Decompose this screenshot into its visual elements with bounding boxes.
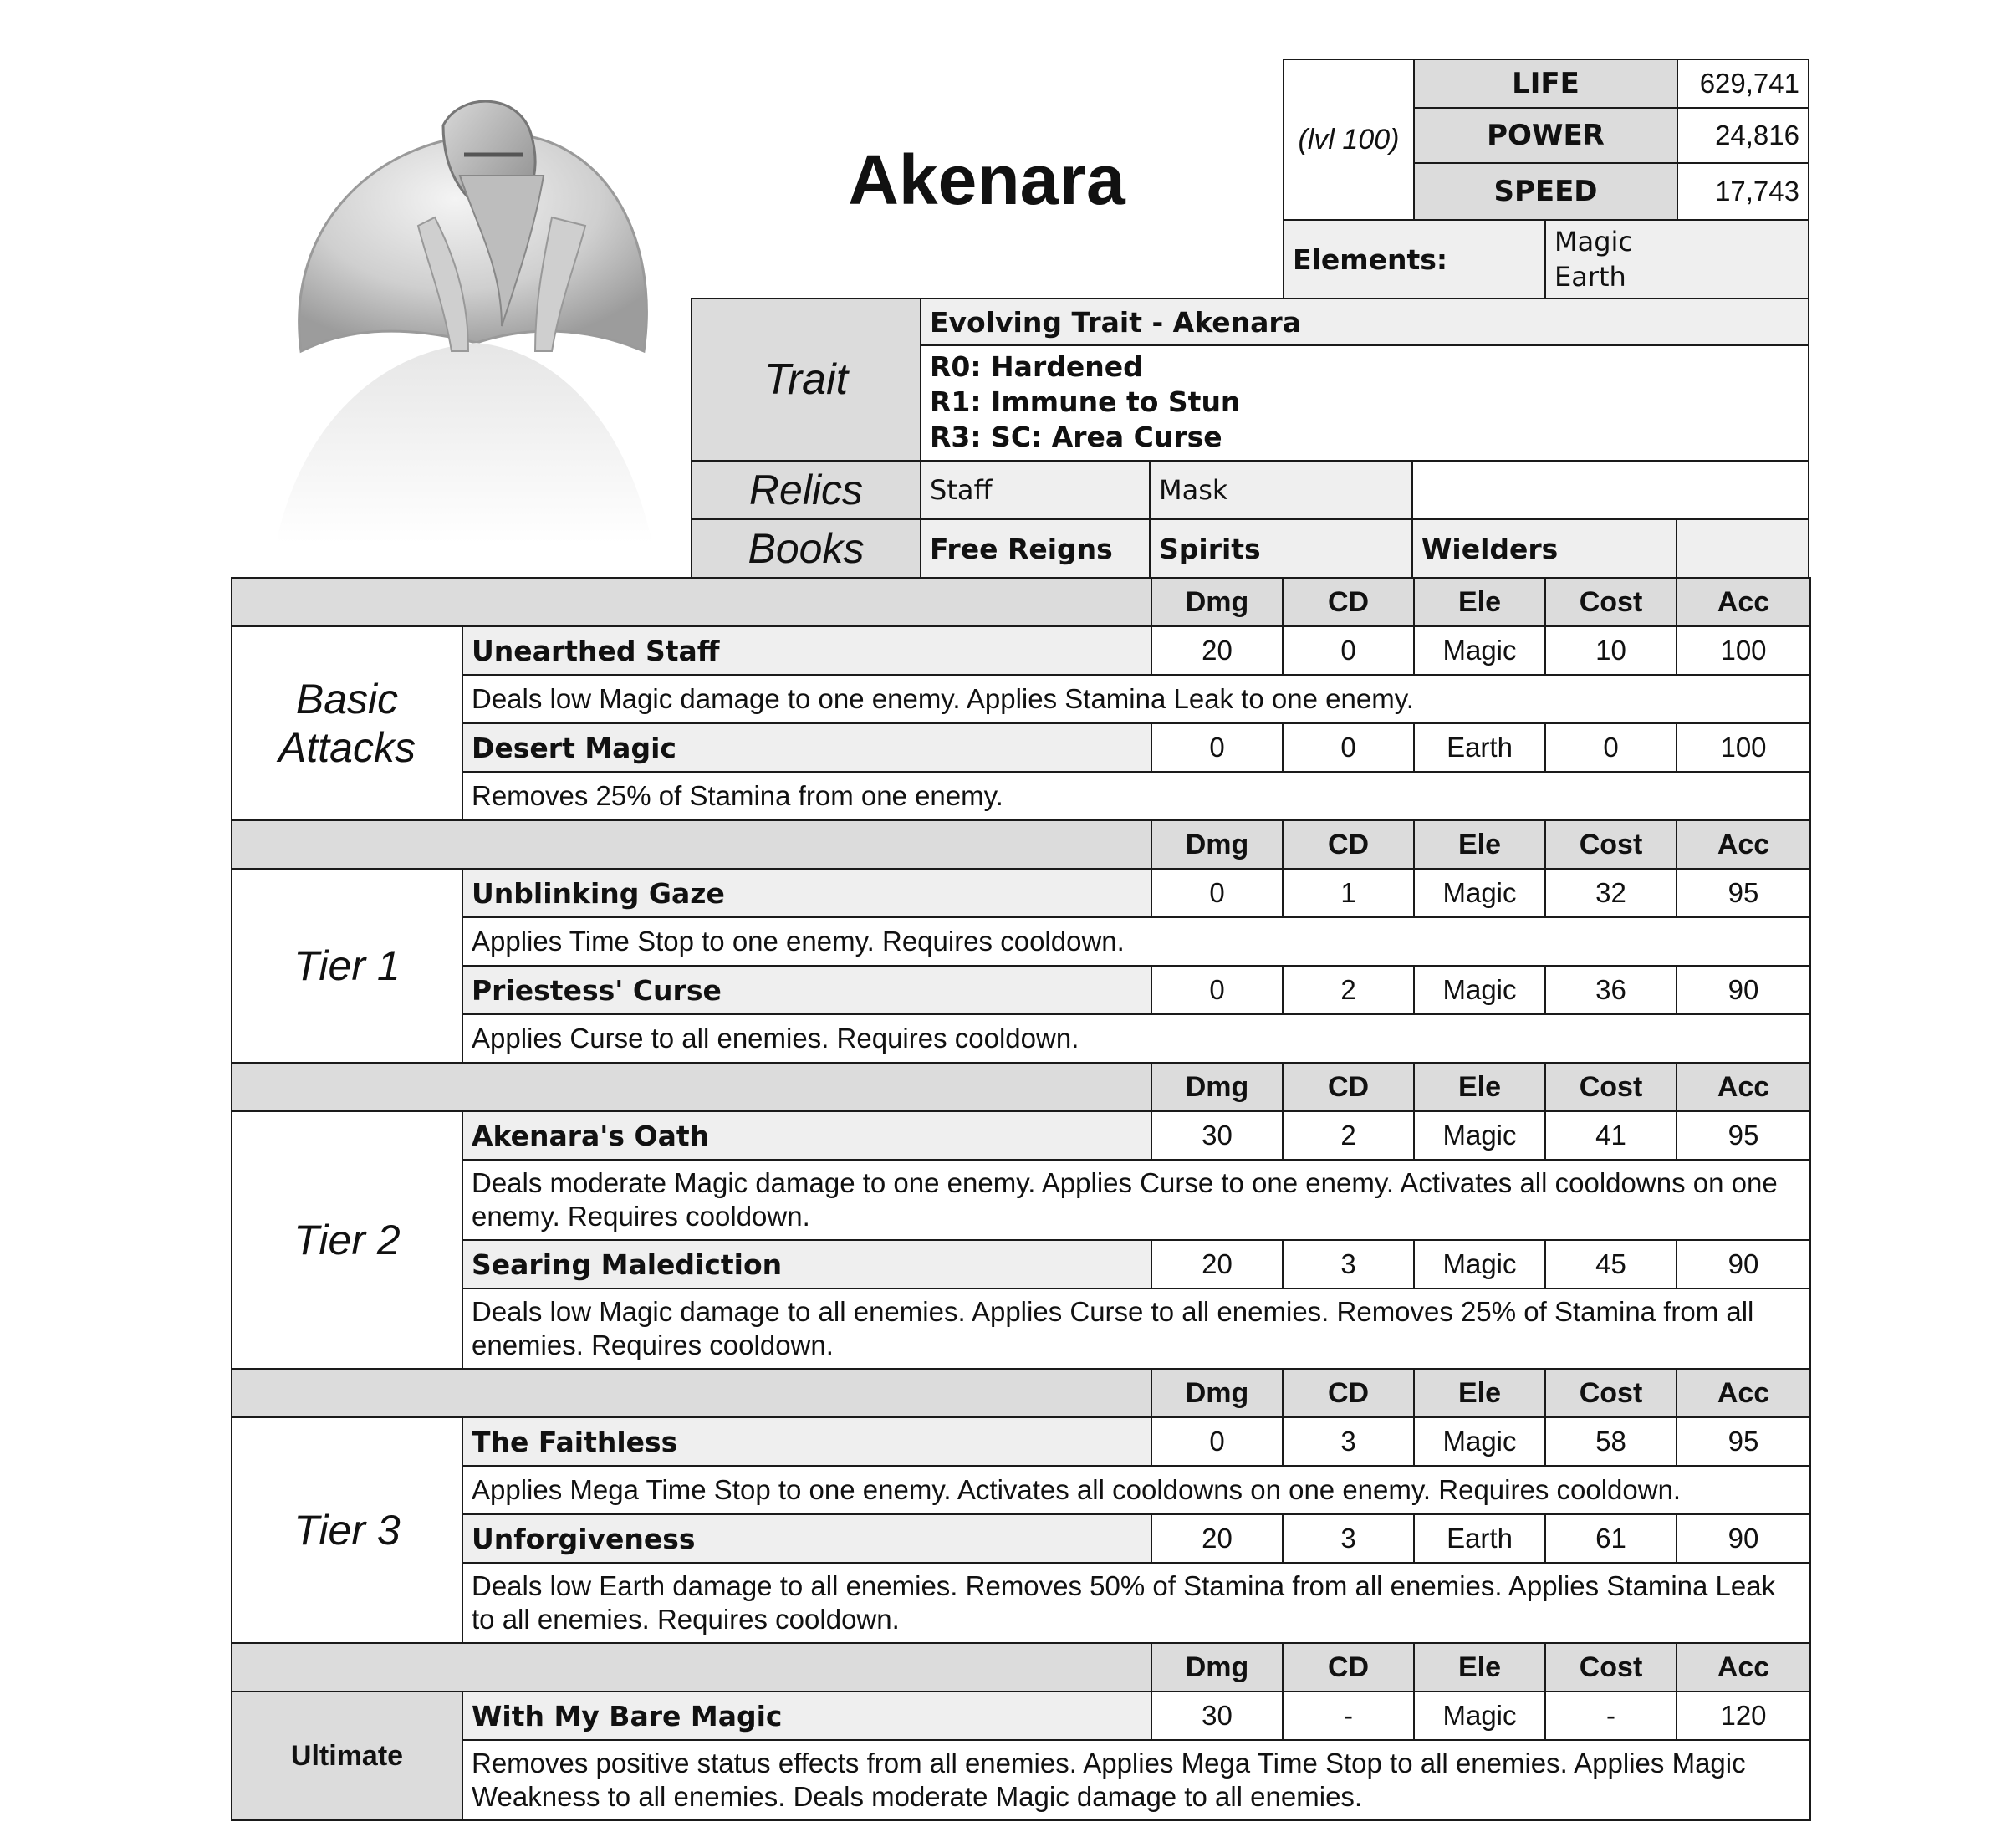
skill-ele: Magic <box>1413 868 1546 918</box>
skill-dmg: 30 <box>1151 1110 1284 1161</box>
column-header-acc: Acc <box>1676 1642 1811 1692</box>
skill-ele: Earth <box>1413 722 1546 773</box>
column-header-dmg: Dmg <box>1151 819 1284 870</box>
skill-dmg: 0 <box>1151 1416 1284 1467</box>
skill-dmg: 20 <box>1151 1239 1284 1289</box>
section-header-bar <box>231 819 1152 870</box>
skill-name: Priestess' Curse <box>462 965 1152 1015</box>
skill-cost: 10 <box>1544 625 1677 676</box>
skill-cd: 0 <box>1282 625 1415 676</box>
stat-label-power: POWER <box>1413 107 1678 164</box>
column-header-acc: Acc <box>1676 819 1811 870</box>
relic-staff: Staff <box>920 460 1151 520</box>
hero-name: Akenara <box>848 140 1125 219</box>
skill-ele: Earth <box>1413 1513 1546 1564</box>
column-header-cost: Cost <box>1544 1368 1677 1418</box>
column-header-ele: Ele <box>1413 1062 1546 1112</box>
column-header-dmg: Dmg <box>1151 1062 1284 1112</box>
stat-value-life: 629,741 <box>1677 59 1809 109</box>
book-empty <box>1676 518 1809 579</box>
stat-value-power: 24,816 <box>1677 107 1809 164</box>
skill-cd: 2 <box>1282 965 1415 1015</box>
skill-cd: 3 <box>1282 1513 1415 1564</box>
column-header-acc: Acc <box>1676 1062 1811 1112</box>
skill-ele: Magic <box>1413 965 1546 1015</box>
skill-cd: 3 <box>1282 1416 1415 1467</box>
skill-acc: 90 <box>1676 1513 1811 1564</box>
column-header-ele: Ele <box>1413 819 1546 870</box>
skill-cd: 2 <box>1282 1110 1415 1161</box>
skill-dmg: 20 <box>1151 1513 1284 1564</box>
skill-name: Unforgiveness <box>462 1513 1152 1564</box>
skill-cost: 58 <box>1544 1416 1677 1467</box>
column-header-cost: Cost <box>1544 819 1677 870</box>
skill-acc: 95 <box>1676 1416 1811 1467</box>
elements-label: Elements: <box>1283 219 1546 299</box>
element-magic: Magic <box>1554 226 1634 258</box>
book-wielders: Wielders <box>1411 518 1677 579</box>
column-header-cost: Cost <box>1544 1062 1677 1112</box>
skill-ele: Magic <box>1413 1110 1546 1161</box>
skill-cost: 32 <box>1544 868 1677 918</box>
section-title: Basic Attacks <box>231 625 463 821</box>
skill-cost: 45 <box>1544 1239 1677 1289</box>
skill-name: Desert Magic <box>462 722 1152 773</box>
skill-description: Removes positive status effects from all enemies. Applies Mega Time Stop to all enemies. Applies Magic Weakness to all enemies. Deals moderate Magic damage to all enemies. <box>462 1739 1811 1821</box>
column-header-cd: CD <box>1282 577 1415 627</box>
trait-rank-2: R3: SC: Area Curse <box>930 421 1222 453</box>
skill-cd: 3 <box>1282 1239 1415 1289</box>
skill-description: Applies Time Stop to one enemy. Requires cooldown. <box>462 916 1811 967</box>
skill-description: Deals low Magic damage to one enemy. Applies Stamina Leak to one enemy. <box>462 674 1811 724</box>
section-header-bar <box>231 1368 1152 1418</box>
skill-name: With My Bare Magic <box>462 1691 1152 1741</box>
hero-portrait <box>251 75 686 594</box>
skill-dmg: 20 <box>1151 625 1284 676</box>
skill-cost: 41 <box>1544 1110 1677 1161</box>
trait-title: Evolving Trait - Akenara <box>920 298 1809 346</box>
column-header-cd: CD <box>1282 1062 1415 1112</box>
skill-name: Akenara's Oath <box>462 1110 1152 1161</box>
skill-name: Unearthed Staff <box>462 625 1152 676</box>
column-header-dmg: Dmg <box>1151 1642 1284 1692</box>
column-header-cost: Cost <box>1544 577 1677 627</box>
column-header-dmg: Dmg <box>1151 577 1284 627</box>
section-title: Ultimate <box>231 1691 463 1821</box>
trait-rank-1: R1: Immune to Stun <box>930 385 1241 418</box>
column-header-dmg: Dmg <box>1151 1368 1284 1418</box>
stat-label-speed: SPEED <box>1413 162 1678 221</box>
book-spirits: Spirits <box>1149 518 1413 579</box>
skill-ele: Magic <box>1413 1239 1546 1289</box>
books-label: Books <box>691 518 921 579</box>
relic-mask: Mask <box>1149 460 1413 520</box>
skill-acc: 95 <box>1676 868 1811 918</box>
skill-description: Deals moderate Magic damage to one enemy. Applies Curse to one enemy. Activates all cooldowns on one enemy. Requires cooldown. <box>462 1159 1811 1241</box>
skill-cd: 0 <box>1282 722 1415 773</box>
column-header-cd: CD <box>1282 819 1415 870</box>
element-earth: Earth <box>1554 261 1626 293</box>
skill-description: Applies Mega Time Stop to one enemy. Activates all cooldowns on one enemy. Requires cooldown. <box>462 1465 1811 1515</box>
relic-empty <box>1411 460 1809 520</box>
trait-rank-0: R0: Hardened <box>930 350 1143 383</box>
skill-cd: - <box>1282 1691 1415 1741</box>
hero-level: (lvl 100) <box>1283 59 1415 221</box>
skill-cost: - <box>1544 1691 1677 1741</box>
skill-acc: 90 <box>1676 1239 1811 1289</box>
skill-name: Searing Malediction <box>462 1239 1152 1289</box>
skill-acc: 120 <box>1676 1691 1811 1741</box>
section-title: Tier 1 <box>231 868 463 1064</box>
skill-dmg: 0 <box>1151 722 1284 773</box>
skill-description: Applies Curse to all enemies. Requires cooldown. <box>462 1013 1811 1064</box>
column-header-cd: CD <box>1282 1642 1415 1692</box>
trait-label: Trait <box>691 298 921 462</box>
hooded-figure-icon <box>251 75 686 594</box>
relics-label: Relics <box>691 460 921 520</box>
section-header-bar <box>231 1642 1152 1692</box>
column-header-acc: Acc <box>1676 577 1811 627</box>
skill-description: Deals low Earth damage to all enemies. Removes 50% of Stamina from all enemies. Applies Stamina Leak to all enemies. Requires cooldown. <box>462 1562 1811 1644</box>
skill-ele: Magic <box>1413 625 1546 676</box>
skill-name: Unblinking Gaze <box>462 868 1152 918</box>
skill-cost: 0 <box>1544 722 1677 773</box>
column-header-ele: Ele <box>1413 1642 1546 1692</box>
skill-description: Removes 25% of Stamina from one enemy. <box>462 771 1811 821</box>
stat-label-life: LIFE <box>1413 59 1678 109</box>
skill-dmg: 30 <box>1151 1691 1284 1741</box>
book-free-reigns: Free Reigns <box>920 518 1151 579</box>
skill-name: The Faithless <box>462 1416 1152 1467</box>
column-header-acc: Acc <box>1676 1368 1811 1418</box>
skill-cost: 36 <box>1544 965 1677 1015</box>
skill-acc: 95 <box>1676 1110 1811 1161</box>
skill-cost: 61 <box>1544 1513 1677 1564</box>
skill-cd: 1 <box>1282 868 1415 918</box>
stat-value-speed: 17,743 <box>1677 162 1809 221</box>
skill-dmg: 0 <box>1151 965 1284 1015</box>
elements-values <box>1544 219 1809 299</box>
skill-ele: Magic <box>1413 1691 1546 1741</box>
column-header-ele: Ele <box>1413 577 1546 627</box>
skill-ele: Magic <box>1413 1416 1546 1467</box>
skill-acc: 90 <box>1676 965 1811 1015</box>
section-title: Tier 2 <box>231 1110 463 1370</box>
skill-acc: 100 <box>1676 625 1811 676</box>
skill-description: Deals low Magic damage to all enemies. Applies Curse to all enemies. Removes 25% of Stamina from all enemies. Requires cooldown. <box>462 1288 1811 1370</box>
column-header-cd: CD <box>1282 1368 1415 1418</box>
column-header-ele: Ele <box>1413 1368 1546 1418</box>
skill-acc: 100 <box>1676 722 1811 773</box>
trait-ranks <box>920 344 1809 462</box>
section-header-bar <box>231 1062 1152 1112</box>
column-header-cost: Cost <box>1544 1642 1677 1692</box>
skill-dmg: 0 <box>1151 868 1284 918</box>
section-title: Tier 3 <box>231 1416 463 1644</box>
